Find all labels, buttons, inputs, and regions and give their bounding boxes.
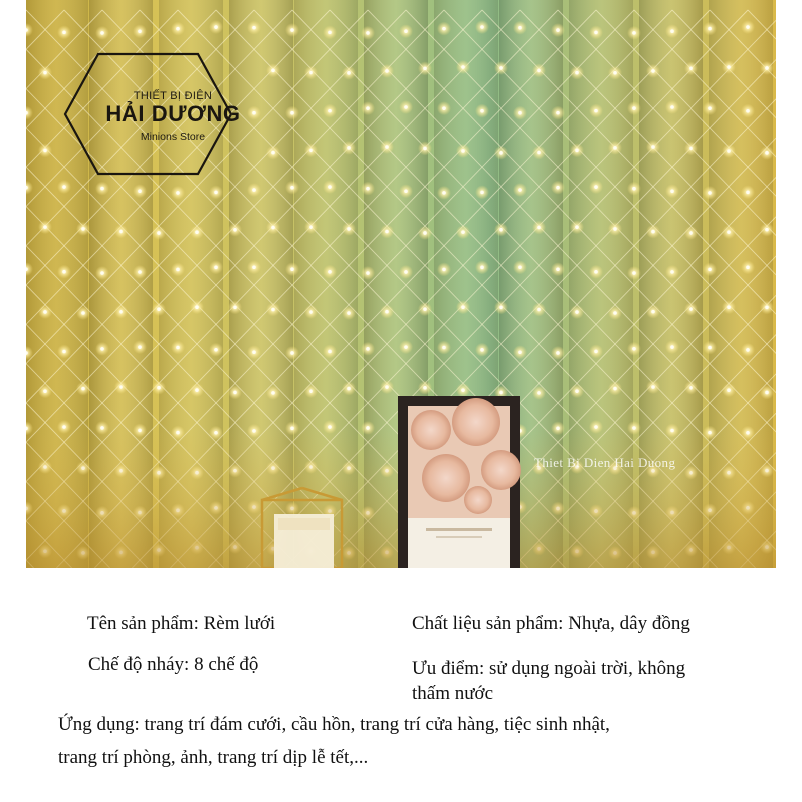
watermark-text: Thiet Bi Dien Hai Duong	[534, 455, 676, 470]
flash-mode-line: Chế độ nháy: 8 chế độ	[88, 654, 259, 675]
logo-brand-name: HẢI DƯƠNG	[105, 101, 241, 126]
product-name-line: Tên sản phẩm: Rèm lưới	[87, 613, 276, 634]
logo-top-text: THIẾT BỊ ĐIỆN	[133, 90, 213, 102]
usage-line-1: Ứng dụng: trang trí đám cưới, cầu hồn, trang trí cửa hàng, tiệc sinh nhật,	[58, 714, 610, 735]
product-photo	[26, 0, 776, 568]
product-material-line: Chất liệu sản phẩm: Nhựa, dây đồng	[412, 613, 690, 634]
logo-subtitle: Minions Store	[140, 131, 206, 143]
usage-line-2: trang trí phòng, ảnh, trang trí dịp lễ tết,...	[58, 747, 369, 768]
advantage-line-1: Ưu điểm: sử dụng ngoài trời, không	[412, 658, 686, 679]
advantage-line-2: thấm nước	[412, 683, 494, 704]
framed-picture	[398, 396, 521, 568]
